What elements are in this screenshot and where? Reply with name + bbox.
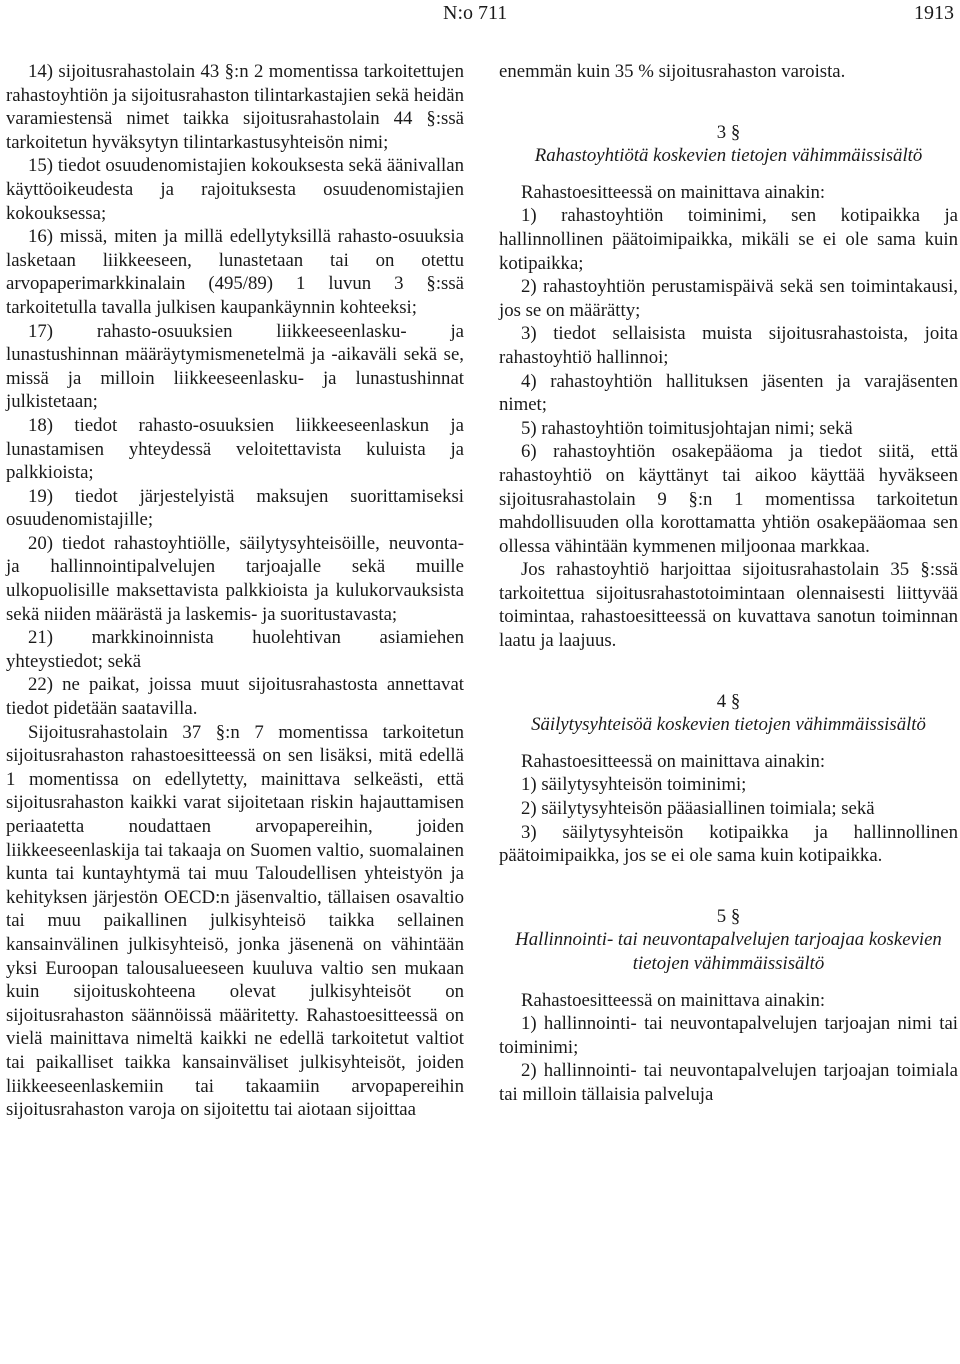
section-5-paragraph: Rahastoesitteessä on mainittava ainakin: xyxy=(521,989,826,1011)
list-item-22: 22) ne paikat, joissa muut sijoitusrahastosta annettavat tiedot pidetään saatavilla. xyxy=(6,674,464,720)
list-item-17: 17) rahasto-osuuksien liikkeeseenlasku- ja lunastushinnan määräytymismenetelmä ja -aikaväli sekä se, missä ja milloin liikkeeseenlasku- ja lunastushinnat julkistetaan; xyxy=(6,320,464,413)
section-5-title: Hallinnointi- tai neuvontapalvelujen tarjoajaa koskevien tietojen vähimmäissisältö xyxy=(515,929,942,974)
section-3-number: 3 § xyxy=(716,121,741,143)
section-4-paragraph: 2) säilytysyhteisön pääasiallinen toimiala; sekä xyxy=(521,798,875,820)
continuation-text: enemmän kuin 35 % sijoitusrahaston varoista. xyxy=(499,61,846,82)
list-item-15: 15) tiedot osuudenomistajien kokouksesta sekä äänivallan käyttöoikeudesta ja rajoituksesta osuudenomistajien kokouksessa; xyxy=(6,155,464,224)
section-3-paragraph: 5) rahastoyhtiön toimitusjohtajan nimi; sekä xyxy=(521,417,853,439)
section-5-paragraph: 1) hallinnointi- tai neuvontapalvelujen tarjoajan nimi tai toiminimi; xyxy=(499,1013,958,1058)
section-5-number: 5 § xyxy=(716,905,741,927)
list-item-19: 19) tiedot järjestelyistä maksujen suorittamiseksi osuudenomistajille; xyxy=(6,485,464,531)
section-3-paragraph: 3) tiedot sellaisista muista sijoitusrahastoista, joita rahastoyhtiö hallinnoi; xyxy=(499,323,958,368)
document-number: N:o 711 xyxy=(443,2,508,24)
section-3-paragraph: 2) rahastoyhtiön perustamispäivä sekä sen toimintakausi, jos se on määrätty; xyxy=(499,276,958,321)
list-item-20: 20) tiedot rahastoyhtiölle, säilytysyhteisöille, neuvonta- ja hallinnointipalvelujen tarjoajalle sekä muille ulkopuolisille maksettavista palkkioista ja kulukorvauksista sekä niiden määrästä ja laskemis- ja suoritustavasta; xyxy=(6,532,464,625)
section-4-number: 4 § xyxy=(716,690,741,712)
section-3-paragraph: 4) rahastoyhtiön hallituksen jäsenten ja varajäsenten nimet; xyxy=(499,370,958,416)
section-4-paragraph: 3) säilytysyhteisön kotipaikka ja hallinnollinen päätoimipaikka, jos se ei ole sama kuin kotipaikka. xyxy=(499,821,958,867)
list-item-21: 21) markkinoinnista huolehtivan asiamiehen yhteystiedot; sekä xyxy=(6,627,464,672)
left-column xyxy=(6,60,464,1122)
section-3-title: Rahastoyhtiötä koskevien tietojen vähimmäissisältö xyxy=(534,145,923,167)
page-header xyxy=(0,0,960,32)
section-3-paragraph: 6) rahastoyhtiön osakepääoma ja tiedot siitä, että rahastoyhtiö on käyttänyt tai aikoo käyttää hyväkseen sijoitusrahastolain 9 §:n 1 momentissa tarkoitetun mahdollisuuden olla korottamatta yhtiön osakepääomaa sen ollessa vähintään kymmenen miljoonaa markkaa. xyxy=(499,441,958,557)
section-4-title: Säilytysyhteisöä koskevien tietojen vähimmäissisältö xyxy=(531,714,926,736)
section-3-paragraph: Jos rahastoyhtiö harjoittaa sijoitusrahastolain 35 §:ssä tarkoitettua sijoitusrahastotoimintaan olennaisesti liittyvää toimintaa, rahastoesitteessä on kuvattava sanotun toiminnan laatu ja laajuus. xyxy=(499,559,958,652)
section-4-paragraph: 1) säilytysyhteisön toiminimi; xyxy=(521,774,747,796)
list-item-18: 18) tiedot rahasto-osuuksien liikkeeseenlaskun ja lunastamisen yhteydessä veloitettavista kuluista ja palkkioista; xyxy=(6,414,464,484)
paragraph-oecd: Sijoitusrahastolain 37 §:n 7 momentissa tarkoitetun sijoitusrahaston rahastoesitteessä on sen lisäksi, mitä edellä 1 momentissa on edellytetty, mainittava selkeästi, että sijoitusrahaston kaikki varat sijoitetaan riskin hajauttamisen periaatetta noudattaen arvopapereihin, joiden liikkeeseenlaskija tai takaaja on Suomen valtio, suomalainen kunta tai kuntayhtymä tai muu Taloudellisen yhteistyön ja kehityksen järjestön OECD:n jäsenvaltio, tällaisen osavaltio tai muu paikallinen julkisyhteisö taikka sellainen kansainvälinen julkisyhteisö, jonka jäsenenä on vähintään yksi Euroopan talousalueeseen kuuluva valtio sen mukaan kuin sijoituskohteena olevat julkisyhteisöt on sijoitusrahaston säännöissä määritetty. Rahastoesitteessä on vielä mainittava nimeltä kaikki ne edellä tarkoitetut valtiot tai paikalliset taikka kansainväliset julkisyhteisöt, joiden liikkeeseenlaskemiin tai takaamiin arvopapereihin sijoitusrahaston varoja on sijoitettu tai aiotaan sijoittaa xyxy=(6,721,464,1121)
list-item-14: 14) sijoitusrahastolain 43 §:n 2 momentissa tarkoitettujen rahastoyhtiön ja sijoitusrahaston tilintarkastajien sekä heidän varamiestensä nimet taikka sijoitusrahastolain 44 §:ssä tarkoitetun hyväksytyn tilintarkastusyhteisön nimi; xyxy=(6,61,464,153)
right-column xyxy=(499,60,958,1107)
list-item-16: 16) missä, miten ja millä edellytyksillä rahasto-osuuksia lasketaan liikkeeseen, lunastetaan tai on otettu arvopaperimarkkinalain (495/89) 1 luvun 3 §:ssä tarkoitetulla tavalla julkisen kaupankäynnin kohteeksi; xyxy=(6,226,464,318)
page-year: 1913 xyxy=(914,2,954,24)
section-3-paragraph: Rahastoesitteessä on mainittava ainakin: xyxy=(521,181,826,203)
section-3-paragraph: 1) rahastoyhtiön toiminimi, sen kotipaikka ja hallinnollinen päätoimipaikka, mikäli se ei ole sama kuin kotipaikka; xyxy=(499,205,958,274)
section-4-paragraph: Rahastoesitteessä on mainittava ainakin: xyxy=(521,750,826,772)
section-5-paragraph: 2) hallinnointi- tai neuvontapalvelujen tarjoajan toimiala tai milloin tällaisia palveluja xyxy=(499,1060,958,1105)
